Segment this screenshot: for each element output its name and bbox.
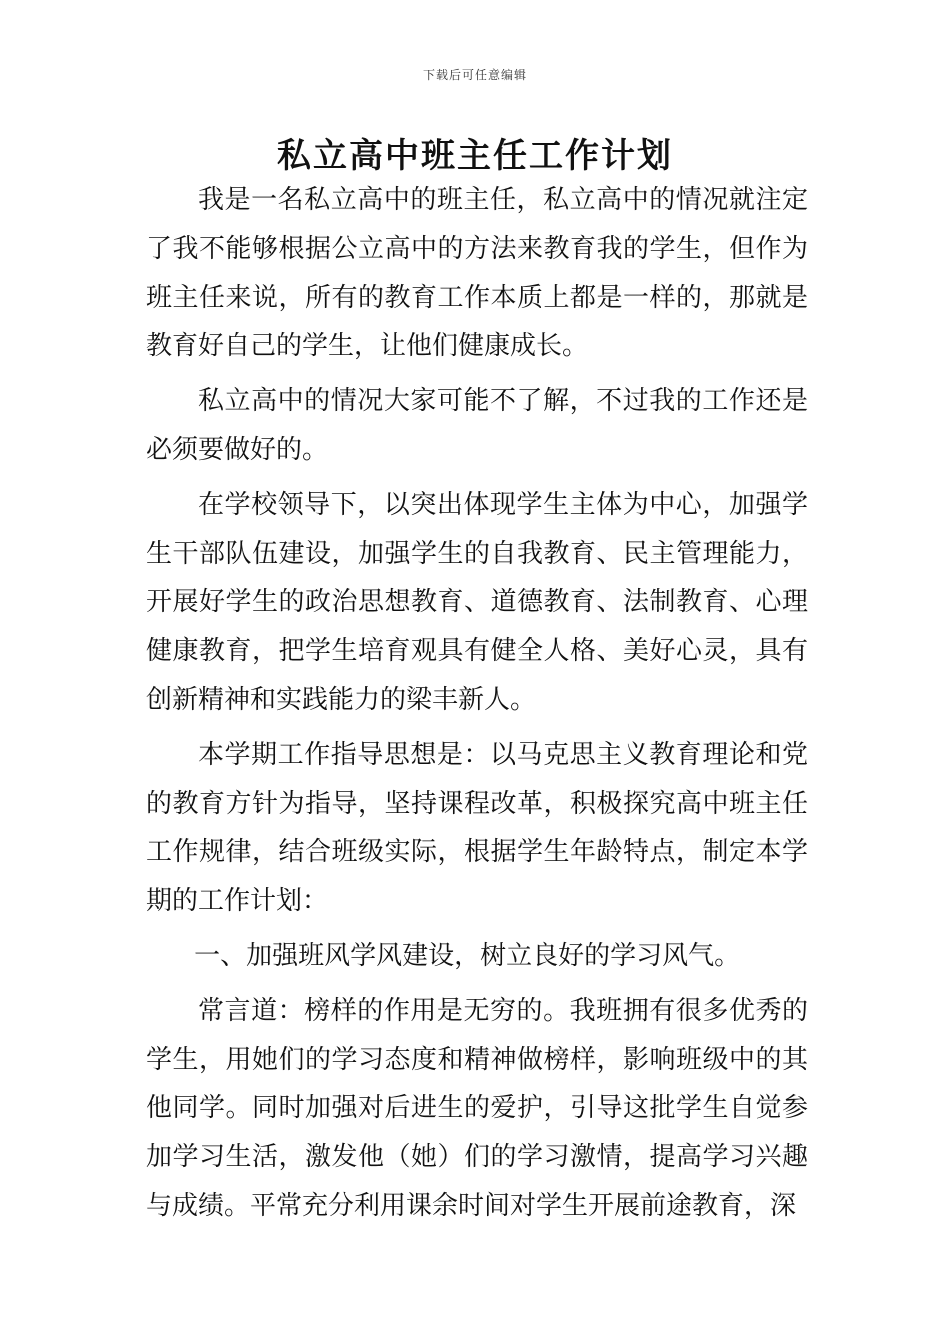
- paragraph-4: 本学期工作指导思想是：以马克思主义教育理论和党的教育方针为指导，坚持课程改革，积极探究高中班主任工作规律，结合班级实际，根据学生年龄特点，制定本学期的工作计划：: [146, 739, 808, 917]
- paragraph-2: 私立高中的情况大家可能不了解，不过我的工作还是必须要做好的。: [146, 386, 808, 465]
- document-body: [146, 176, 808, 1237]
- header-note: 下载后可任意编辑: [422, 68, 527, 82]
- paragraph-5: 常言道：榜样的作用是无穷的。我班拥有很多优秀的学生，用她们的学习态度和精神做榜样，影响班级中的其他同学。同时加强对后进生的爱护，引导这批学生自觉参加学习生活，激发他（她）们的学习激情，提高学习兴趣与成绩。平常充分利用课余时间对学生开展前途教育，深: [146, 995, 808, 1221]
- document-title: 私立高中班主任工作计划: [277, 136, 673, 176]
- paragraph-1: 我是一名私立高中的班主任，私立高中的情况就注定了我不能够根据公立高中的方法来教育我的学生，但作为班主任来说，所有的教育工作本质上都是一样的，那就是教育好自己的学生，让他们健康成长。: [146, 185, 808, 362]
- paragraph-3: 在学校领导下，以突出体现学生主体为中心，加强学生干部队伍建设，加强学生的自我教育、民主管理能力，开展好学生的政治思想教育、道德教育、法制教育、心理健康教育，把学生培育观具有健全人格、美好心灵，具有创新精神和实践能力的梁丰新人。: [146, 489, 808, 715]
- section-heading-1: 一、加强班风学风建设，树立良好的学习风气。: [194, 940, 741, 971]
